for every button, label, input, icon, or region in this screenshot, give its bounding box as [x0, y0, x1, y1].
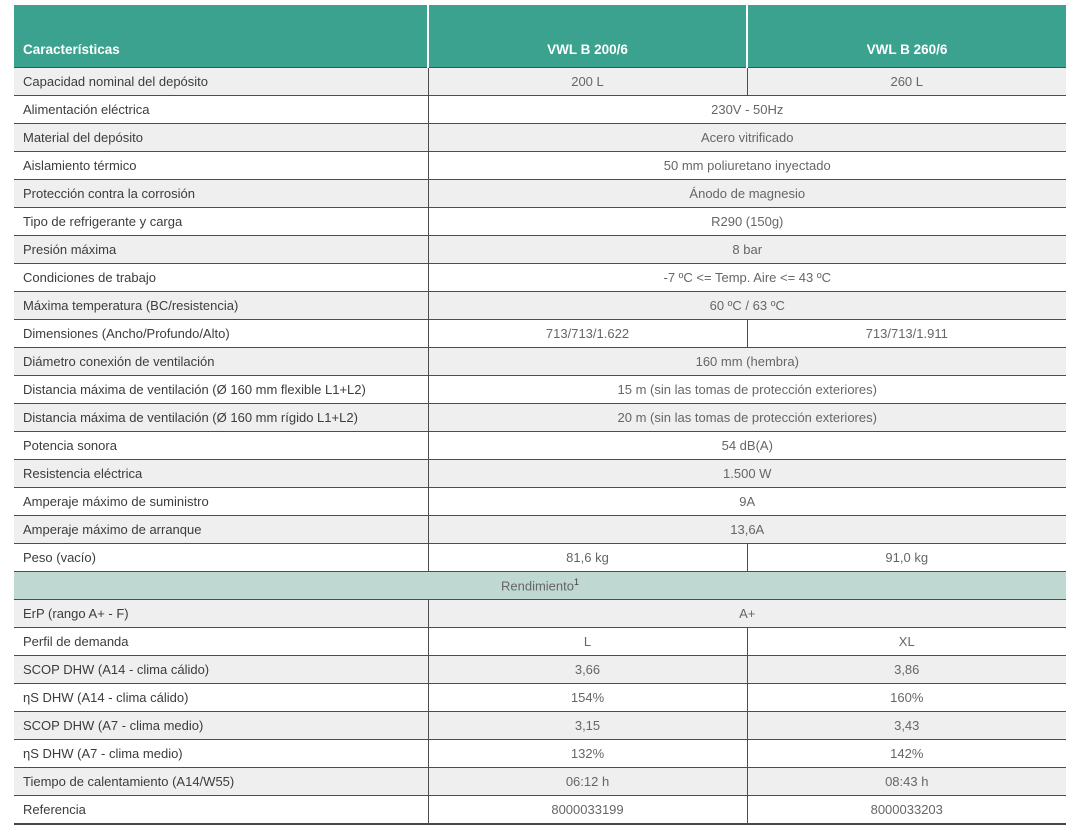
row-value-model-1: 8000033199: [428, 796, 747, 825]
row-label: Presión máxima: [14, 236, 428, 264]
row-value-model-1: 713/713/1.622: [428, 320, 747, 348]
table-row: [14, 460, 1066, 488]
row-label: Aislamiento térmico: [14, 152, 428, 180]
table-row: [14, 264, 1066, 292]
row-value-shared: A+: [428, 600, 1066, 628]
table-row: [14, 432, 1066, 460]
row-label: Peso (vacío): [14, 544, 428, 572]
table-row: [14, 488, 1066, 516]
row-value-model-2: 3,43: [747, 712, 1066, 740]
row-value-shared: 60 ºC / 63 ºC: [428, 292, 1066, 320]
row-label: Capacidad nominal del depósito: [14, 68, 428, 96]
row-label: Dimensiones (Ancho/Profundo/Alto): [14, 320, 428, 348]
table-row: [14, 180, 1066, 208]
table-row: [14, 320, 1066, 348]
row-value-model-2: 713/713/1.911: [747, 320, 1066, 348]
row-value-shared: Ánodo de magnesio: [428, 180, 1066, 208]
section-footnote-marker: 1: [573, 577, 579, 588]
row-label: SCOP DHW (A7 - clima medio): [14, 712, 428, 740]
row-value-shared: 20 m (sin las tomas de protección exteriores): [428, 404, 1066, 432]
table-row: [14, 544, 1066, 572]
table-row: [14, 656, 1066, 684]
table-row: [14, 768, 1066, 796]
row-value-shared: 160 mm (hembra): [428, 348, 1066, 376]
header-model-vwl-b-200-6: VWL B 200/6: [428, 5, 747, 68]
row-value-shared: 230V - 50Hz: [428, 96, 1066, 124]
table-row: [14, 292, 1066, 320]
row-value-shared: 15 m (sin las tomas de protección exteriores): [428, 376, 1066, 404]
row-value-shared: -7 ºC <= Temp. Aire <= 43 ºC: [428, 264, 1066, 292]
row-label: Material del depósito: [14, 124, 428, 152]
table-row: [14, 348, 1066, 376]
row-value-model-2: 160%: [747, 684, 1066, 712]
row-value-model-2: 91,0 kg: [747, 544, 1066, 572]
row-value-shared: 54 dB(A): [428, 432, 1066, 460]
row-value-model-2: 8000033203: [747, 796, 1066, 825]
row-label: ηS DHW (A14 - clima cálido): [14, 684, 428, 712]
row-value-model-2: 3,86: [747, 656, 1066, 684]
table-row: [14, 376, 1066, 404]
table-row: [14, 208, 1066, 236]
row-label: Alimentación eléctrica: [14, 96, 428, 124]
row-value-shared: 1.500 W: [428, 460, 1066, 488]
row-value-model-1: 3,15: [428, 712, 747, 740]
row-value-model-1: 81,6 kg: [428, 544, 747, 572]
row-value-shared: Acero vitrificado: [428, 124, 1066, 152]
row-label: Condiciones de trabajo: [14, 264, 428, 292]
row-value-model-1: L: [428, 628, 747, 656]
row-value-model-2: 260 L: [747, 68, 1066, 96]
header-features: Características: [14, 5, 428, 68]
row-label: Referencia: [14, 796, 428, 825]
header-row: [14, 5, 1066, 68]
table-row: [14, 96, 1066, 124]
row-label: Amperaje máximo de arranque: [14, 516, 428, 544]
table-row: [14, 236, 1066, 264]
row-value-model-2: XL: [747, 628, 1066, 656]
table-row: [14, 740, 1066, 768]
row-label: ErP (rango A+ - F): [14, 600, 428, 628]
table-row: [14, 124, 1066, 152]
row-value-model-1: 3,66: [428, 656, 747, 684]
row-value-model-1: 200 L: [428, 68, 747, 96]
row-label: Tiempo de calentamiento (A14/W55): [14, 768, 428, 796]
row-label: Resistencia eléctrica: [14, 460, 428, 488]
table-row: [14, 628, 1066, 656]
row-label: Distancia máxima de ventilación (Ø 160 mm flexible L1+L2): [14, 376, 428, 404]
row-value-model-2: 142%: [747, 740, 1066, 768]
row-value-model-1: 132%: [428, 740, 747, 768]
row-value-model-2: 08:43 h: [747, 768, 1066, 796]
row-value-shared: 50 mm poliuretano inyectado: [428, 152, 1066, 180]
table-header: [14, 5, 1066, 68]
row-label: Distancia máxima de ventilación (Ø 160 mm rígido L1+L2): [14, 404, 428, 432]
row-label: Amperaje máximo de suministro: [14, 488, 428, 516]
row-label: Protección contra la corrosión: [14, 180, 428, 208]
section-label: Rendimiento: [500, 578, 574, 594]
table-row: [14, 68, 1066, 96]
row-label: Máxima temperatura (BC/resistencia): [14, 292, 428, 320]
table-row: [14, 600, 1066, 628]
row-value-shared: R290 (150g): [428, 208, 1066, 236]
row-value-shared: 13,6A: [428, 516, 1066, 544]
table-row: [14, 516, 1066, 544]
table-row: [14, 796, 1066, 825]
row-label: Perfil de demanda: [14, 628, 428, 656]
table-body: [14, 68, 1066, 825]
row-label: SCOP DHW (A14 - clima cálido): [14, 656, 428, 684]
table-row: [14, 712, 1066, 740]
row-value-model-1: 06:12 h: [428, 768, 747, 796]
row-value-shared: 9A: [428, 488, 1066, 516]
table-row: [14, 684, 1066, 712]
row-value-model-1: 154%: [428, 684, 747, 712]
row-label: ηS DHW (A7 - clima medio): [14, 740, 428, 768]
table-row: [14, 404, 1066, 432]
header-model-vwl-b-260-6: VWL B 260/6: [747, 5, 1066, 68]
row-label: Tipo de refrigerante y carga: [14, 208, 428, 236]
spec-table: [14, 5, 1066, 825]
table-row: [14, 152, 1066, 180]
section-title: [14, 572, 1066, 600]
row-label: Potencia sonora: [14, 432, 428, 460]
row-label: Diámetro conexión de ventilación: [14, 348, 428, 376]
row-value-shared: 8 bar: [428, 236, 1066, 264]
section-row: [14, 572, 1066, 600]
